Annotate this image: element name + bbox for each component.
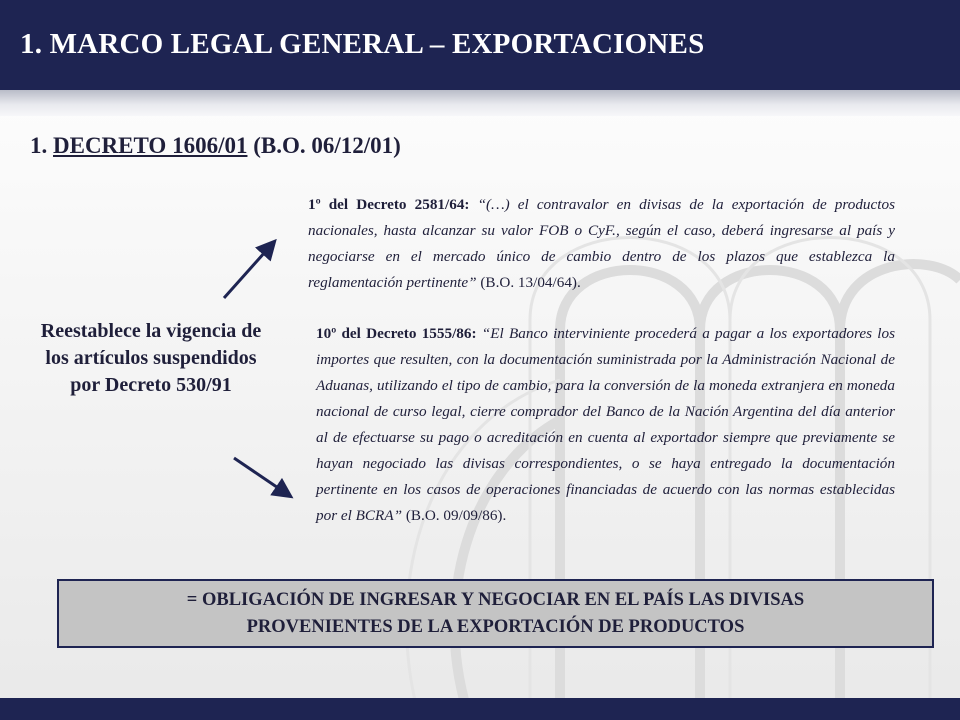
article-1-paragraph [308,192,895,296]
article-10-quote: “El Banco interviniente procederá a pagar a los exportadores los importes que resulten, con la documentación suministrada por la Administración Nacional de Aduanas, utilizando el tipo de cambio, para la conversión de la moneda extranjera en moneda nacional de curso legal, cierre comprador del Banco de la Nación Argentina del día anterior al de efectuarse su pago o acreditación en cuenta al exportador siempre que previamente se hayan negociado las divisas correspondientes, o se haya entregado la documentación pertinente en los casos de operaciones financiadas de acuerdo con las normas establecidas por el BCRA” [316,325,895,524]
bottom-bar [0,698,960,720]
page-title: 1. MARCO LEGAL GENERAL – EXPORTACIONES [20,28,705,60]
decree-number-prefix: 1. [30,133,53,158]
conclusion-line-2: PROVENIENTES DE LA EXPORTACIÓN DE PRODUCTOS [246,617,745,637]
article-10-source: (B.O. 09/09/86). [402,507,507,524]
article-10-lead: 10º del Decreto 1555/86: [316,325,477,342]
conclusion-box [57,579,934,648]
decree-name: DECRETO 1606/01 [53,133,248,158]
article-1-quote: “(…) el contravalor en divisas de la exportación de productos nacionales, hasta alcanzar su valor FOB o CyF., según el caso, deberá ingresarse al país y negociarse en el mercado único de cambio dentro de los plazos que establezca la reglamentación pertinente” [308,196,895,291]
conclusion-line-1: = OBLIGACIÓN DE INGRESAR Y NEGOCIAR EN EL PAÍS LAS DIVISAS [186,590,805,610]
article-10-paragraph [316,321,895,529]
left-note: Reestablece la vigencia de los artículos suspendidos por Decreto 530/91 [40,320,262,396]
arrow-down-icon [234,458,290,496]
article-1-source: (B.O. 13/04/64). [476,274,581,291]
article-1-lead: 1º del Decreto 2581/64: [308,196,470,213]
arrow-up-icon [224,242,274,298]
decree-bulletin: (B.O. 06/12/01) [247,133,401,158]
